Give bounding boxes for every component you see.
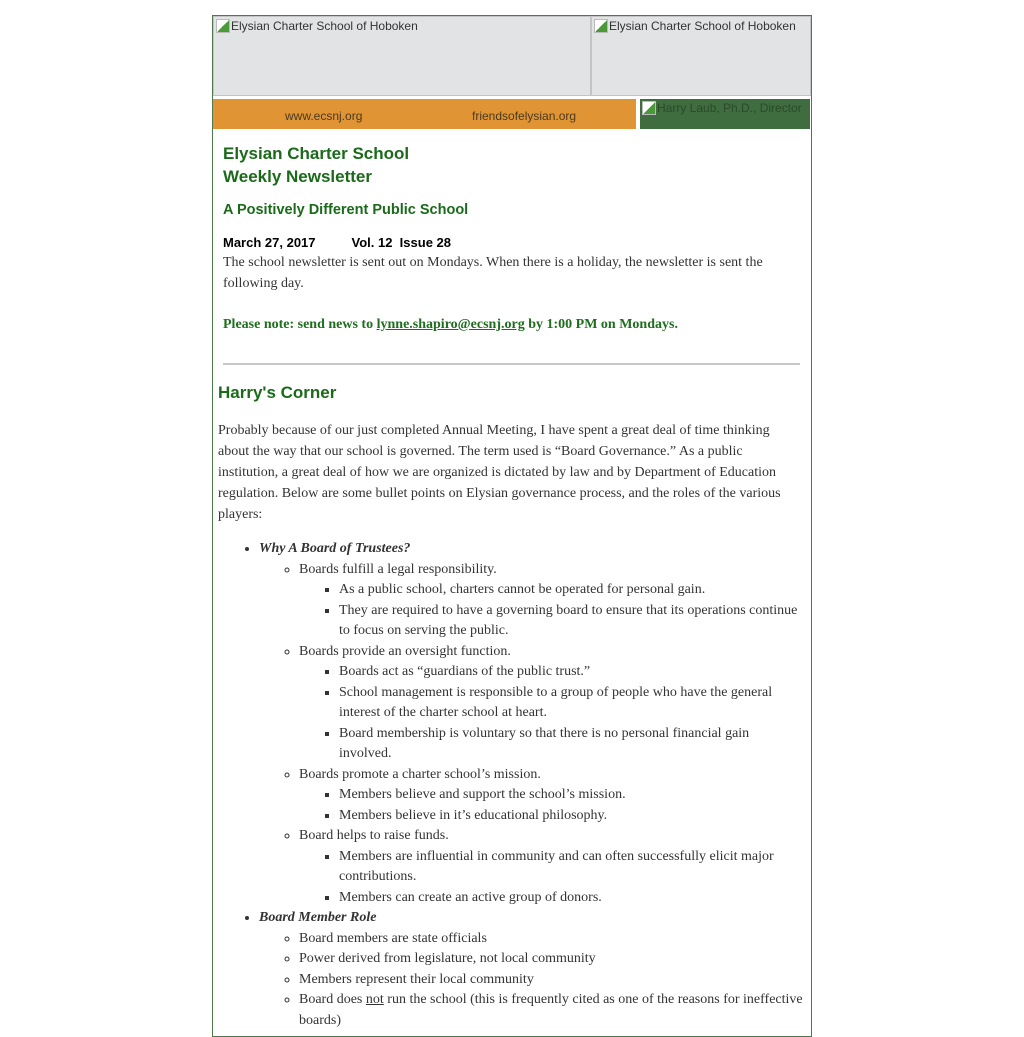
list-item: ▪ School management is responsible to a group of people who have the general interest of the charter school at heart. — [339, 683, 804, 724]
website-link[interactable]: www.ecsnj.org — [285, 109, 363, 123]
issue-date: March 27, 2017 — [223, 235, 316, 250]
issue-info — [223, 235, 451, 250]
list-item: ▪ Members believe and support the school’s mission. — [339, 785, 804, 806]
list-item: ◦ Board helps to raise funds. ▪ Members are influential in community and can often successfully elicit major contributions. ▪ Members can create an active group of donors. — [299, 826, 804, 908]
list-item: ▪ As a public school, charters cannot be operated for personal gain. — [339, 580, 804, 601]
tagline: A Positively Different Public School — [223, 202, 469, 218]
list-item: ▪ Board membership is voluntary so that there is no personal financial gain involved. — [339, 724, 804, 765]
list-item: ◦ Members represent their local community — [299, 970, 804, 991]
governance-list — [219, 539, 804, 1031]
intro-text: The school newsletter is sent out on Mondays. When there is a holiday, the newsletter is sent the following day. — [223, 255, 763, 291]
list-item: ▪ Boards act as “guardians of the public trust.” — [339, 662, 804, 683]
list-item: • Board Member Role ◦ Board members are state officials ◦ Power derived from legislature, not local community ◦ Members represent their local community ◦ Board does not run the school (this is frequently cited as one of the reasons for ineffective boards) — [259, 908, 804, 1031]
school-logo-image-right — [591, 16, 811, 96]
list-item: • Why A Board of Trustees? ◦ Boards fulfill a legal responsibility. ▪ As a public school, charters cannot be operated for personal gain. ▪ They are required to have a governing board to ensure that its operations continue to focus on serving the public. ◦ Boards provide an oversight function. ▪ Boards act as “guardians of the public trust.” ▪ School management is responsible to a group of people who have the general interest of the charter school at heart. ▪ Board membership is voluntary so that there is no personal financial gain involved. ◦ Boards promote a charter school’s mission. ▪ Members believe and support the school’s mission. ▪ Members believe in it’s educational philosophy. ◦ Board helps to raise funds. ▪ Members are influential in community and can often successfully elicit major contributions. ▪ Members can create an active group of donors. — [259, 539, 804, 908]
list-item: ◦ Boards promote a charter school’s mission. ▪ Members believe and support the school’s mission. ▪ Members believe in it’s educational philosophy. — [299, 765, 804, 827]
list-item: ▪ Members believe in it’s educational philosophy. — [339, 806, 804, 827]
note-text: by 1:00 PM on Mondays. — [524, 317, 678, 332]
list-item: ▪ Members can create an active group of donors. — [339, 888, 804, 909]
broken-image-icon — [594, 19, 608, 33]
broken-image-icon — [216, 19, 230, 33]
friends-link[interactable]: friendsofelysian.org — [472, 109, 577, 123]
newsletter — [212, 15, 812, 1037]
list-item: ◦ Power derived from legislature, not local community — [299, 949, 804, 970]
issue-volume: Vol. 12 Issue 28 — [351, 235, 451, 250]
newsletter-title — [223, 142, 409, 188]
director-alt-text: Harry Laub, Ph.D., Director — [657, 101, 802, 115]
director-image — [640, 99, 810, 129]
submission-note — [223, 314, 808, 335]
list-item: ◦ Boards provide an oversight function. ▪ Boards act as “guardians of the public trust.” ▪ School management is responsible to a group of people who have the general interest of the charter school at heart. ▪ Board membership is voluntary so that there is no personal financial gain involved. — [299, 642, 804, 765]
list-item: ◦ Board members are state officials — [299, 929, 804, 950]
list-item: ▪ Members are influential in community and can often successfully elicit major contributions. — [339, 847, 804, 888]
divider — [223, 363, 800, 365]
links-bar — [213, 99, 636, 129]
list-item: ◦ Boards fulfill a legal responsibility. ▪ As a public school, charters cannot be operated for personal gain. ▪ They are required to have a governing board to ensure that its operations continue to focus on serving the public. — [299, 560, 804, 642]
title-line: Weekly Newsletter — [223, 167, 372, 186]
section-title: Harry's Corner — [218, 383, 337, 402]
logo-alt-text: Elysian Charter School of Hoboken — [231, 19, 418, 33]
title-line: Elysian Charter School — [223, 144, 410, 163]
section-body: Probably because of our just completed Annual Meeting, I have spent a great deal of time thinking about the way that our school is governed. The term used is “Board Governance.” As a public institution, a great deal of how we are organized is dictated by law and by Department of Education regulation. Below are some bullet points on Elysian governance process, and the roles of the various players: — [218, 423, 781, 522]
email-link[interactable]: lynne.shapiro@ecsnj.org — [376, 317, 525, 332]
broken-image-icon — [642, 101, 656, 115]
school-logo-image — [213, 16, 591, 96]
list-item: ◦ Board does not run the school (this is frequently cited as one of the reasons for ineffective boards) — [299, 990, 804, 1031]
note-text: Please note: send news to — [223, 317, 377, 332]
logo-alt-text: Elysian Charter School of Hoboken — [609, 19, 796, 33]
list-item: ▪ They are required to have a governing board to ensure that its operations continue to focus on serving the public. — [339, 601, 804, 642]
